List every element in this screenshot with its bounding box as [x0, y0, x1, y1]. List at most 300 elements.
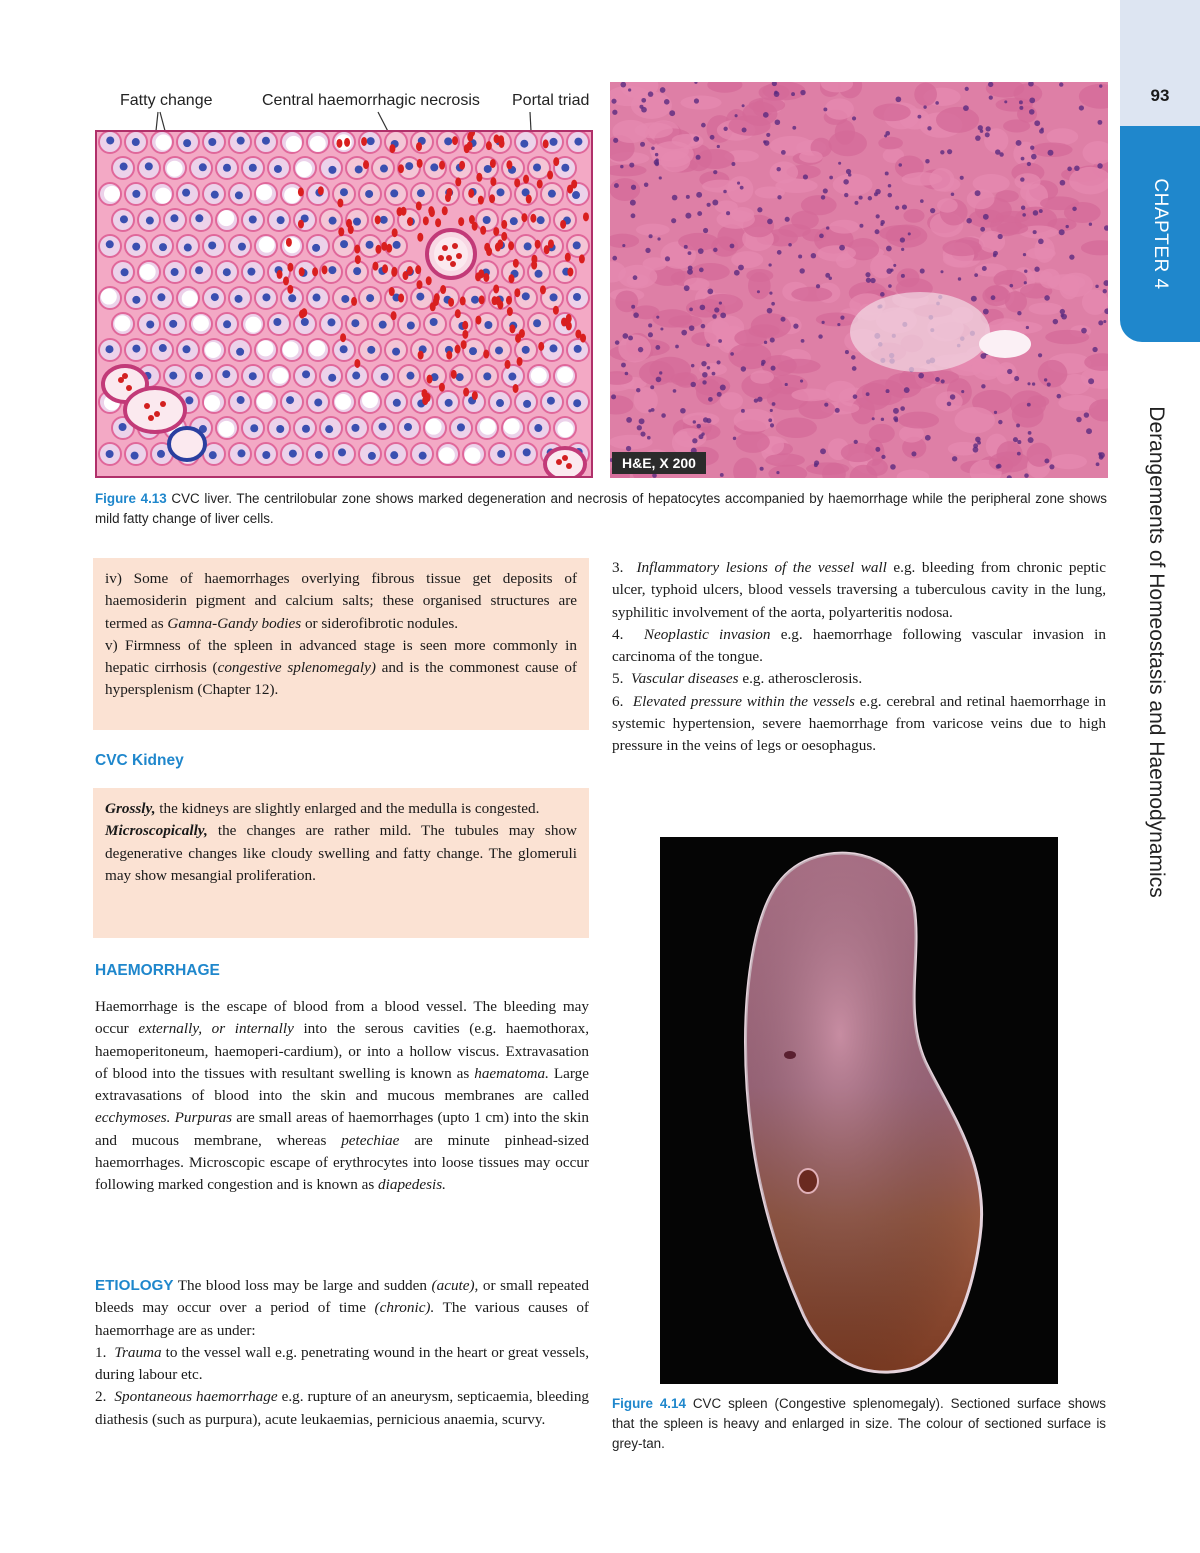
cell-nucleus [572, 191, 580, 199]
tissue-cell [610, 178, 640, 201]
cell-nucleus [390, 451, 398, 459]
fat-vacuole [167, 161, 183, 177]
tissue-nucleus [648, 332, 653, 337]
tissue-nucleus [700, 305, 706, 311]
tissue-nucleus [785, 383, 788, 386]
red-blood-cell [479, 295, 485, 304]
fat-vacuole [439, 447, 455, 463]
tissue-nucleus [1016, 424, 1020, 428]
tissue-cell [825, 381, 856, 402]
tissue-cell [778, 224, 810, 237]
tissue-nucleus [853, 394, 858, 399]
cell-nucleus [132, 243, 140, 251]
tissue-cell [914, 83, 937, 106]
tissue-nucleus [1033, 210, 1038, 215]
tissue-cell [829, 220, 859, 234]
cell-nucleus [340, 188, 348, 196]
tissue-nucleus [1023, 253, 1026, 256]
red-blood-cell [417, 233, 423, 242]
tissue-nucleus [1019, 100, 1023, 104]
tissue-nucleus [684, 285, 690, 291]
cell-nucleus [390, 189, 398, 197]
tissue-nucleus [620, 82, 626, 88]
tissue-cell [984, 128, 1008, 153]
tissue-nucleus [880, 223, 883, 226]
cell-nucleus [537, 216, 545, 224]
tissue-nucleus [838, 162, 841, 165]
tissue-nucleus [1044, 458, 1049, 463]
tissue-nucleus [720, 473, 724, 477]
tissue-nucleus [865, 272, 870, 277]
fat-vacuole [259, 237, 275, 253]
cell-nucleus [145, 162, 153, 170]
red-blood-cell [548, 239, 554, 248]
tissue-nucleus [630, 200, 636, 206]
tissue-nucleus [1097, 120, 1102, 125]
tissue-nucleus [1099, 84, 1102, 87]
cell-nucleus [524, 242, 532, 250]
cause-1-term: Trauma [114, 1343, 162, 1361]
tissue-nucleus [615, 340, 619, 344]
tissue-nucleus [1079, 105, 1084, 110]
figure-4-13-diagram [95, 130, 593, 478]
tissue-nucleus [1017, 311, 1021, 315]
cell-nucleus [312, 294, 320, 302]
cause-3-number: 3. [612, 559, 624, 576]
spleen-note-v [105, 635, 577, 702]
red-blood-cell [361, 137, 367, 146]
tissue-nucleus [647, 436, 651, 440]
tissue-nucleus [1034, 267, 1039, 272]
red-blood-cell [372, 262, 378, 271]
tissue-cell [833, 173, 873, 195]
fat-vacuole [245, 317, 261, 333]
cell-nucleus [183, 139, 191, 147]
cell-nucleus [235, 295, 243, 303]
tissue-nucleus [726, 211, 730, 215]
cell-nucleus [131, 452, 139, 460]
cell-nucleus [314, 398, 322, 406]
cell-nucleus [469, 347, 477, 355]
cause-6-term: Elevated pressure within the vessels [632, 692, 855, 710]
tissue-nucleus [881, 455, 885, 459]
tissue-cell [1038, 360, 1068, 388]
tissue-nucleus [623, 333, 629, 339]
red-blood-cell [418, 351, 424, 360]
red-blood-cell [493, 227, 499, 236]
tissue-nucleus [1027, 162, 1031, 166]
red-blood-cell [298, 187, 304, 196]
tissue-nucleus [716, 360, 720, 364]
tissue-cell [799, 151, 823, 163]
tissue-nucleus [1021, 205, 1025, 209]
cell-nucleus [340, 240, 348, 248]
cell-nucleus [274, 165, 282, 173]
tissue-cell [954, 407, 995, 433]
tissue-nucleus [986, 126, 991, 131]
spleen-note-iv [105, 568, 577, 635]
tissue-cell [817, 245, 856, 261]
red-blood-cell [467, 141, 473, 150]
tissue-cell [825, 98, 854, 119]
cell-nucleus [574, 138, 582, 146]
red-blood-cell [337, 198, 343, 207]
red-blood-cell [486, 247, 492, 256]
tissue-nucleus [828, 277, 831, 280]
tissue-nucleus [771, 302, 775, 306]
ecchymoses-term: ecchymoses. Purpuras [95, 1109, 233, 1127]
red-blood-cell [508, 274, 514, 283]
tissue-nucleus [723, 190, 727, 194]
tissue-cell [841, 443, 875, 462]
red-blood-cell [580, 334, 586, 343]
red-blood-cell [566, 314, 572, 323]
red-blood-cell [459, 161, 465, 170]
tissue-nucleus [1039, 129, 1044, 134]
tissue-nucleus [904, 387, 910, 393]
cell-nucleus [247, 268, 255, 276]
fat-vacuole [114, 315, 130, 331]
tissue-nucleus [717, 392, 722, 397]
red-blood-cell [336, 139, 342, 148]
tissue-nucleus [757, 207, 762, 212]
red-blood-cell [351, 297, 357, 306]
tissue-nucleus [822, 321, 825, 324]
red-blood-cell [391, 268, 397, 277]
cell-nucleus [456, 373, 464, 381]
tissue-cell [1014, 83, 1043, 103]
tissue-nucleus [1029, 109, 1035, 115]
tissue-nucleus [655, 345, 660, 350]
cell-nucleus [223, 164, 231, 172]
tissue-nucleus [648, 91, 654, 97]
cell-nucleus [392, 348, 400, 356]
cell-nucleus [329, 217, 337, 225]
cause-5-text: e.g. atherosclerosis. [738, 670, 863, 688]
cause-1 [95, 1342, 589, 1387]
tissue-nucleus [696, 137, 699, 140]
tissue-cell [736, 431, 770, 453]
red-blood-cell [416, 280, 422, 289]
cell-nucleus [508, 373, 516, 381]
cell-nucleus [273, 318, 281, 326]
liver-illustration [97, 132, 591, 476]
tissue-nucleus [1076, 417, 1081, 422]
tissue-nucleus [650, 385, 654, 389]
red-blood-cell [472, 222, 478, 231]
etiology-text-3: The various causes of haemorrhage are as under: [95, 1299, 589, 1339]
cell-nucleus [444, 137, 452, 145]
tissue-nucleus [686, 195, 690, 199]
red-blood-cell [478, 196, 484, 205]
cell-nucleus [353, 218, 361, 226]
tissue-cell [828, 131, 866, 157]
tissue-nucleus [631, 305, 635, 309]
red-blood-cell [340, 333, 346, 342]
tissue-cell [680, 96, 721, 110]
tissue-cell [942, 239, 981, 256]
cell-nucleus [523, 448, 531, 456]
tissue-nucleus [696, 192, 702, 198]
tissue-nucleus [688, 251, 692, 255]
tissue-nucleus [641, 98, 646, 103]
tissue-nucleus [854, 440, 858, 444]
tissue-cell [878, 137, 903, 150]
tissue-nucleus [1007, 369, 1012, 374]
tissue-nucleus [614, 183, 619, 188]
tissue-cell [903, 209, 924, 223]
tissue-nucleus [1022, 213, 1026, 217]
fat-vacuole [296, 161, 312, 177]
red-blood-cell [514, 288, 520, 297]
cell-nucleus [249, 372, 257, 380]
tissue-cell [1026, 247, 1055, 259]
cell-nucleus [146, 320, 154, 328]
tissue-nucleus [835, 408, 840, 413]
tissue-nucleus [684, 245, 688, 249]
tissue-nucleus [799, 268, 804, 273]
cell-nucleus [533, 319, 541, 327]
tissue-nucleus [717, 145, 720, 148]
tissue-cell [898, 412, 939, 429]
cell-nucleus [380, 216, 388, 224]
tissue-cell [799, 399, 836, 419]
tissue-nucleus [766, 133, 770, 137]
figure-4-13-caption-text: CVC liver. The centrilobular zone shows marked degeneration and necrosis of hepatocytes accompanied by haemorrhage while the peripheral zone shows mild fatty change of liver cells. [95, 491, 1107, 526]
tissue-nucleus [940, 150, 944, 154]
he-micrograph [610, 82, 1108, 478]
tissue-nucleus [1067, 167, 1072, 172]
cell-nucleus [393, 241, 401, 249]
cause-2-number: 2. [95, 1388, 107, 1406]
cell-nucleus [340, 345, 348, 353]
tissue-nucleus [826, 226, 829, 229]
tissue-nucleus [639, 105, 643, 109]
tissue-nucleus [940, 270, 943, 273]
tissue-nucleus [681, 330, 687, 336]
cell-nucleus [406, 372, 414, 380]
cell-nucleus [120, 163, 128, 171]
cell-nucleus [353, 267, 361, 275]
cell-nucleus [302, 425, 310, 433]
tissue-nucleus [720, 312, 726, 318]
cell-nucleus [159, 243, 167, 251]
tissue-nucleus [1059, 229, 1065, 235]
tissue-nucleus [781, 150, 786, 155]
cell-nucleus [146, 217, 154, 225]
red-blood-cell [567, 267, 573, 276]
tissue-nucleus [772, 402, 776, 406]
spleen-note-iv-end: or siderofibrotic nodules. [301, 614, 459, 632]
tissue-nucleus [901, 248, 904, 251]
tissue-nucleus [1047, 382, 1051, 386]
diapedesis-term: diapedesis. [378, 1176, 446, 1194]
tissue-nucleus [1096, 462, 1100, 466]
cell-nucleus [169, 372, 177, 380]
tissue-nucleus [958, 277, 961, 280]
red-blood-cell [462, 330, 468, 339]
red-blood-cell [475, 316, 481, 325]
cell-nucleus [445, 399, 453, 407]
tissue-nucleus [688, 266, 693, 271]
fat-vacuole [205, 342, 221, 358]
tissue-cell [1014, 173, 1040, 190]
tissue-cell [866, 459, 888, 476]
tissue-nucleus [703, 417, 708, 422]
tissue-nucleus [844, 193, 848, 197]
etiology-heading: ETIOLOGY [95, 1277, 174, 1294]
tissue-nucleus [637, 425, 642, 430]
red-blood-cell [505, 360, 511, 369]
tissue-nucleus [1086, 428, 1092, 434]
tissue-nucleus [622, 244, 625, 247]
tissue-nucleus [639, 418, 645, 424]
tissue-nucleus [648, 409, 651, 412]
tissue-nucleus [741, 409, 745, 413]
cell-nucleus [573, 293, 581, 301]
fat-vacuole [193, 315, 209, 331]
tissue-nucleus [881, 418, 884, 421]
red-blood-cell [287, 285, 293, 294]
tissue-nucleus [893, 264, 896, 267]
tissue-nucleus [640, 431, 645, 436]
cell-nucleus [416, 293, 424, 301]
tissue-nucleus [998, 420, 1002, 424]
cell-nucleus [199, 163, 207, 171]
cell-nucleus [106, 240, 114, 248]
red-blood-cell [565, 253, 571, 262]
tissue-nucleus [983, 309, 989, 315]
tissue-nucleus [885, 131, 890, 136]
tissue-nucleus [613, 138, 618, 143]
tissue-cell [1005, 291, 1027, 312]
tissue-nucleus [628, 88, 631, 91]
red-blood-cell [439, 161, 445, 170]
tissue-nucleus [774, 91, 780, 97]
red-blood-cell [490, 159, 496, 168]
tissue-nucleus [947, 402, 952, 407]
tissue-nucleus [998, 234, 1003, 239]
cvc-kidney-heading: CVC Kidney [95, 752, 184, 769]
cell-nucleus [417, 189, 425, 197]
tissue-nucleus [1057, 394, 1062, 399]
etiology-text-2: or small repeated bleeds may occur over a period of time [95, 1277, 589, 1317]
red-blood-cell [442, 206, 448, 215]
cell-nucleus [250, 424, 258, 432]
tissue-nucleus [1089, 223, 1092, 226]
cell-nucleus [208, 241, 216, 249]
tissue-cell [618, 335, 651, 363]
tissue-nucleus [768, 418, 772, 422]
tissue-nucleus [771, 366, 776, 371]
tissue-nucleus [1099, 455, 1104, 460]
tissue-cell [989, 452, 1030, 473]
tissue-nucleus [1072, 207, 1076, 211]
fat-vacuole [309, 340, 325, 356]
grossly-text: the kidneys are slightly enlarged and the medulla is congested. [155, 800, 540, 817]
cell-nucleus [325, 425, 333, 433]
cell-nucleus [106, 450, 114, 458]
cell-nucleus [157, 450, 165, 458]
tissue-nucleus [991, 295, 996, 300]
tissue-nucleus [1020, 177, 1024, 181]
kidney-gross [105, 798, 577, 820]
red-blood-cell [461, 340, 467, 349]
tissue-nucleus [845, 350, 849, 354]
tissue-nucleus [1095, 285, 1098, 288]
cell-nucleus [550, 293, 558, 301]
tissue-nucleus [629, 163, 634, 168]
tissue-nucleus [880, 292, 885, 297]
microscopically-text: the changes are rather mild. The tubules may show degenerative changes like cloudy swelling and fatty change. The glomeruli may show mesangial proliferation. [105, 822, 577, 884]
chapter-label: CHAPTER 4 [1150, 178, 1171, 290]
red-blood-cell [416, 201, 422, 210]
tissue-nucleus [840, 316, 844, 320]
cell-nucleus [289, 450, 297, 458]
tissue-nucleus [631, 213, 636, 218]
tissue-nucleus [702, 372, 708, 378]
red-blood-cell [430, 302, 436, 311]
red-blood-cell [543, 139, 549, 148]
tissue-nucleus [1033, 230, 1037, 234]
tissue-nucleus [770, 337, 775, 342]
cell-nucleus [497, 450, 505, 458]
red-blood-cell [455, 309, 461, 318]
tissue-nucleus [963, 105, 969, 111]
red-blood-cell [423, 216, 429, 225]
grossly-label: Grossly, [105, 800, 156, 817]
tissue-nucleus [999, 152, 1003, 156]
tissue-nucleus [876, 214, 880, 218]
fat-vacuole [272, 368, 288, 384]
tissue-nucleus [792, 126, 796, 130]
red-blood-cell [448, 298, 454, 307]
tissue-nucleus [983, 214, 989, 220]
tissue-nucleus [696, 155, 701, 160]
cell-nucleus [121, 268, 129, 276]
tissue-cell [626, 274, 649, 287]
tissue-nucleus [656, 377, 662, 383]
tissue-nucleus [823, 107, 827, 111]
tissue-nucleus [713, 248, 717, 252]
cell-nucleus [209, 451, 217, 459]
tissue-nucleus [1031, 154, 1037, 160]
cell-nucleus [223, 268, 231, 276]
tissue-nucleus [761, 362, 764, 365]
tissue-nucleus [698, 248, 704, 254]
tissue-nucleus [816, 284, 820, 288]
tissue-nucleus [644, 183, 648, 187]
tissue-nucleus [701, 361, 706, 366]
petechiae-term: petechiae [341, 1131, 400, 1149]
tissue-nucleus [893, 408, 899, 414]
fat-vacuole [104, 186, 120, 202]
tissue-nucleus [823, 188, 828, 193]
spleen-note-v-text: v) Firmness of the spleen in advanced stage is seen more commonly in hepatic cirrhosis ( [105, 636, 577, 677]
tissue-nucleus [911, 451, 916, 456]
tissue-nucleus [820, 448, 826, 454]
tissue-nucleus [770, 423, 774, 427]
haem-text-1: Haemorrhage is the escape of blood from a blood vessel. The bleeding may occur [95, 998, 589, 1038]
red-blood-cell [440, 285, 446, 294]
tissue-nucleus [661, 413, 666, 418]
tissue-nucleus [1032, 382, 1035, 385]
haem-text-3: Large extravasations of blood into the skin and mucous membranes are called [95, 1064, 589, 1105]
cell-nucleus [195, 372, 203, 380]
tissue-nucleus [763, 140, 766, 143]
red-blood-cell [407, 266, 413, 275]
cell-nucleus [237, 449, 245, 457]
